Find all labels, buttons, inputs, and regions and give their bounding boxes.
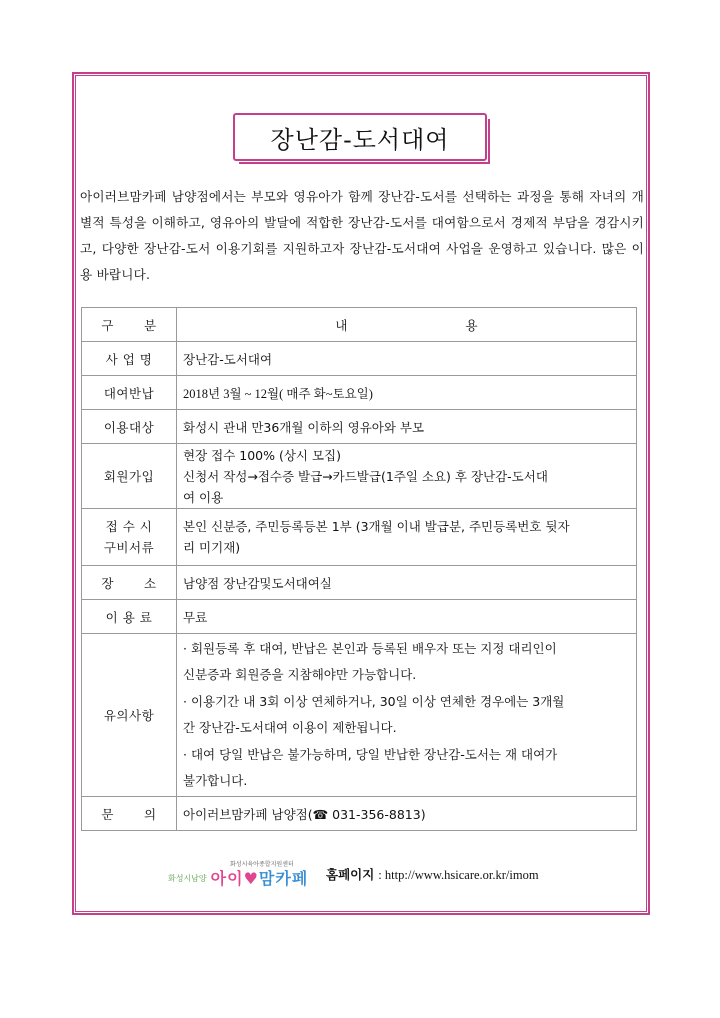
row-value-fee: 무료 [177,600,637,634]
row-value-place: 남양점 장난감및도서대여실 [177,566,637,600]
logo-top-text: 화성시육아종합지원센터 [230,861,294,868]
notes-line: · 이용기간 내 3회 이상 연체하거나, 30일 이상 연체한 경우에는 3개월 [183,693,565,709]
table-row [82,376,637,410]
row-label-place: 장 소 [82,566,177,600]
logo-small-text: 화성시남양 [168,874,207,883]
table-row [82,509,637,566]
row-label-membership: 회원가입 [82,444,177,509]
logo-main-text: 아이♥맘카페 [210,869,309,888]
row-value-rental: 2018년 3월 ~ 12월( 매주 화~토요일) [177,376,637,410]
row-label-rental: 대여반납 [82,376,177,410]
row-value-contact: 아이러브맘카페 남양점(☎ 031-356-8813) [177,797,637,831]
footer [168,858,598,890]
table-row [82,342,637,376]
membership-line: 신청서 작성→접수증 발급→카드발급(1주일 소요) 후 장난감-도서대 [183,468,548,484]
row-value-documents [177,509,637,566]
table-row [82,634,637,797]
notes-line: 신분증과 회원증을 지참해야만 가능합니다. [183,667,417,682]
cafe-logo [168,859,320,889]
row-value-business: 장난감-도서대여 [177,342,637,376]
notes-line: 불가합니다. [183,773,248,788]
row-label-contact: 문 의 [82,797,177,831]
row-label-business: 사 업 명 [82,342,177,376]
notes-line: · 회원등록 후 대여, 반납은 본인과 등록된 배우자 또는 지정 대리인이 [183,640,557,656]
documents-line: 리 미기재) [183,540,241,555]
intro-paragraph: 아이러브맘카페 남양점에서는 부모와 영유아가 함께 장난감-도서를 선택하는 과정을 통해 자녀의 개별적 특성을 이해하고, 영유아의 발달에 적합한 장난감-도서를 대여함으로서 경제적 부담을 경감시키고, 다양한 장난감-도서 이용기회를 지원하고자 장난감-도서대여 사업을 운영하고 있습니다. 많은 이용 바랍니다. [80,189,644,282]
table-row [82,410,637,444]
homepage-info [326,865,539,883]
row-value-target: 화성시 관내 만36개월 이하의 영유아와 부모 [177,410,637,444]
membership-line: 현장 접수 100% (상시 모집) [183,447,341,463]
page-title: 장난감-도서대여 [233,113,487,161]
notes-line: 간 장난감-도서대여 이용이 제한됩니다. [183,720,397,735]
row-label-fee: 이 용 료 [82,600,177,634]
homepage-label: 홈페이지 [326,867,375,882]
row-label-target: 이용대상 [82,410,177,444]
row-label-notes: 유의사항 [82,634,177,797]
table-header-row [82,308,637,342]
table-row [82,444,637,509]
info-table [81,307,637,831]
notes-line: · 대여 당일 반납은 불가능하며, 당일 반납한 장난감-도서는 재 대여가 [183,746,558,762]
header-category: 구 분 [82,308,177,342]
header-content: 내 용 [177,308,637,342]
row-value-membership [177,444,637,509]
row-label-documents: 접 수 시 구비서류 [82,509,177,566]
homepage-url[interactable]: : http://www.hsicare.or.kr/imom [378,868,539,882]
table-row [82,600,637,634]
documents-line: 본인 신분증, 주민등록등본 1부 (3개월 이내 발급분, 주민등록번호 뒷자 [183,519,570,534]
table-row [82,566,637,600]
membership-line: 여 이용 [183,489,224,505]
table-row [82,797,637,831]
row-value-notes [177,634,637,797]
